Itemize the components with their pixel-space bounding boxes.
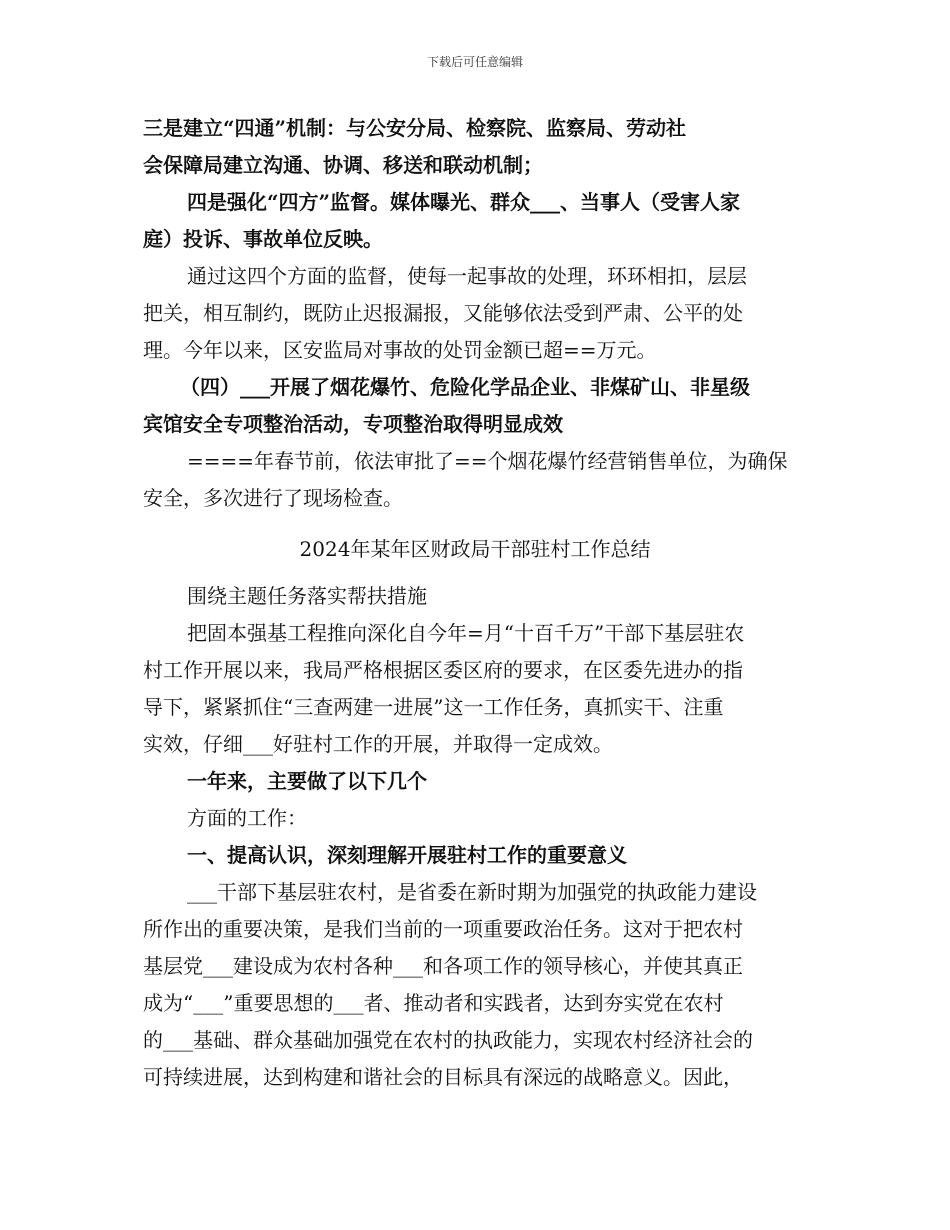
- paragraph-line: 通过这四个方面的监督，使每一起事故的处理，环环相扣，层层: [187, 264, 747, 288]
- document-title: 2024年某年区财政局干部驻村工作总结: [299, 537, 651, 561]
- paragraph-line: 所作出的重要决策，是我们当前的一项重要政治任务。这对于把农村: [143, 917, 743, 941]
- paragraph-line: 导下，紧紧抓住“三查两建一进展”这一工作任务，真抓实干、注重: [143, 695, 724, 719]
- section-heading: 宾馆安全专项整治活动，专项整治取得明显成效: [143, 412, 563, 436]
- paragraph-line: 把固本强基工程推向深化自今年=月“十百千万”干部下基层驻农: [187, 621, 745, 645]
- paragraph-line: 理。今年以来，区安监局对事故的处罚金额已超==万元。: [143, 338, 657, 362]
- paragraph-line: 基层党___建设成为农村各种___和各项工作的领导核心，并使其真正: [143, 954, 743, 978]
- paragraph-line: 庭）投诉、事故单位反映。: [143, 227, 383, 251]
- paragraph-line: 的___基础、群众基础加强党在农村的执政能力，实现农村经济社会的: [143, 1028, 753, 1052]
- paragraph-line: 成为“___”重要思想的___者、推动者和实践者，达到夯实党在农村: [143, 991, 724, 1015]
- paragraph-line: 村工作开展以来，我局严格根据区委区府的要求，在区委先进办的指: [143, 658, 743, 682]
- paragraph-line: 四是强化“四方”监督。媒体曝光、群众___、当事人（受害人家: [187, 190, 741, 214]
- paragraph-line: 安全，多次进行了现场检查。: [143, 486, 403, 510]
- section-heading: （四）___开展了烟花爆竹、危险化学品企业、非煤矿山、非星级: [180, 375, 750, 399]
- paragraph-line: 三是建立“四通”机制：与公安分局、检察院、监察局、劳动社: [143, 116, 687, 140]
- section-heading: 一、提高认识，深刻理解开展驻村工作的重要意义: [187, 843, 627, 867]
- section-heading: 一年来，主要做了以下几个: [187, 769, 427, 793]
- paragraph-line: 实效，仔细___好驻村工作的开展，并取得一定成效。: [143, 732, 613, 756]
- paragraph-line: 把关，相互制约，既防止迟报漏报，又能够依法受到严肃、公平的处: [143, 301, 743, 325]
- paragraph-line: ___干部下基层驻农村，是省委在新时期为加强党的执政能力建设: [187, 880, 757, 904]
- paragraph-line: ====年春节前，依法审批了==个烟花爆竹经营销售单位，为确保: [187, 449, 788, 473]
- paragraph-line: 方面的工作：: [187, 806, 307, 830]
- download-note: 下载后可任意编辑: [426, 55, 523, 69]
- paragraph-line: 可持续进展，达到构建和谐社会的目标具有深远的战略意义。因此，: [143, 1065, 743, 1089]
- paragraph-line: 会保障局建立沟通、协调、移送和联动机制；: [143, 153, 543, 177]
- paragraph-line: 围绕主题任务落实帮扶措施: [187, 584, 427, 608]
